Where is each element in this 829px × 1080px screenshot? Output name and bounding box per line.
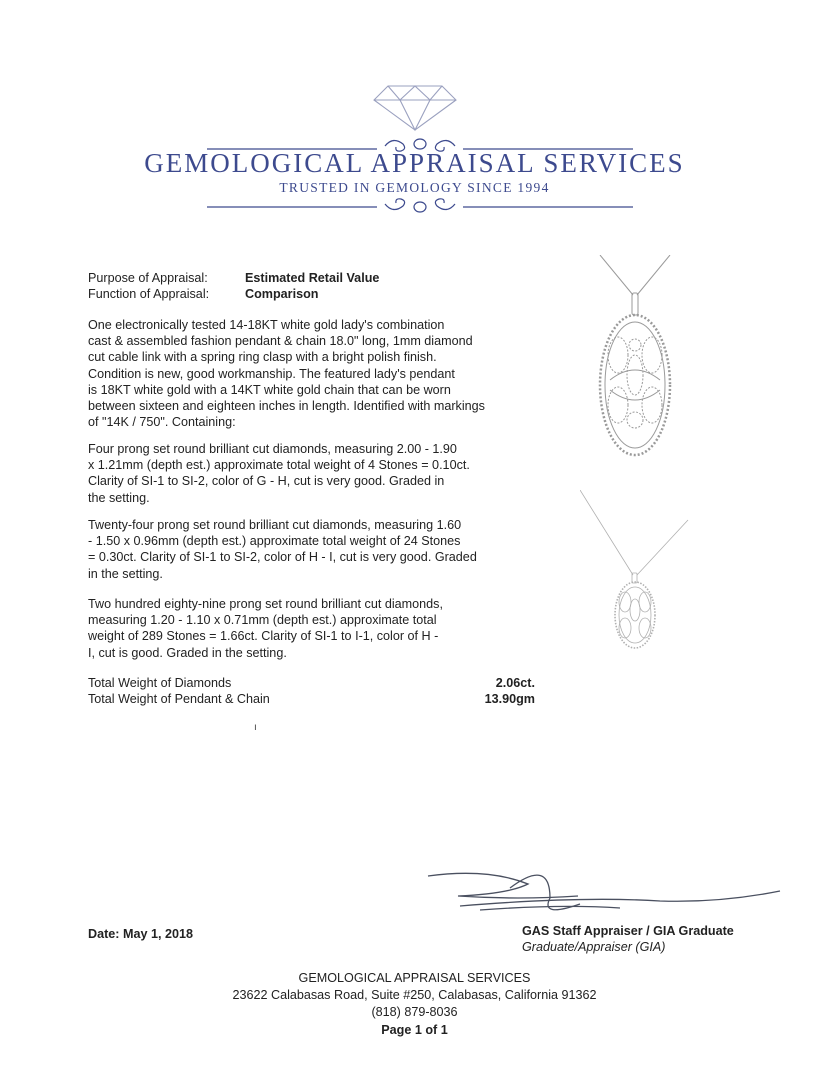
description-line: cut cable link with a spring ring clasp with a bright polish finish. — [88, 350, 437, 365]
total-weight-label: Total Weight of Pendant & Chain — [88, 692, 270, 706]
stone-group-1 — [88, 441, 528, 506]
company-name: GEMOLOGICAL APPRAISAL SERVICES — [144, 148, 685, 178]
description-line: cast & assembled fashion pendant & chain 18.0" long, 1mm diamond — [88, 334, 473, 349]
stone-line: Clarity of SI-1 to SI-2, color of G - H, cut is very good. Graded in — [88, 474, 445, 489]
total-diamonds-value: 2.06ct. — [495, 676, 535, 690]
stone-line: measuring 1.20 - 1.10 x 0.71mm (depth est.) approximate total — [88, 613, 437, 628]
stone-line: in the setting. — [88, 566, 163, 581]
stone-line: weight of 289 Stones = 1.66ct. Clarity of SI-1 to I-1, color of H - — [88, 629, 439, 644]
purpose-value: Estimated Retail Value — [245, 271, 380, 285]
description-line: is 18KT white gold with a 14KT white gold chain that can be worn — [88, 382, 451, 397]
page-number: Page 1 of 1 — [381, 1023, 448, 1037]
appraiser-subtitle: Graduate/Appraiser (GIA) — [522, 940, 666, 954]
stone-line: I, cut is good. Graded in the setting. — [88, 645, 287, 660]
stone-line: Two hundred eighty-nine prong set round brilliant cut diamonds, — [88, 597, 443, 611]
footer-phone: (818) 879-8036 — [371, 1005, 458, 1019]
description-line: of "14K / 750". Containing: — [88, 415, 236, 430]
appraisal-date: Date: May 1, 2018 — [88, 927, 194, 941]
stone-line: Twenty-four prong set round brilliant cut diamonds, measuring 1.60 — [88, 518, 462, 532]
pendant-image-large — [590, 255, 680, 470]
description-line: between sixteen and eighteen inches in length. Identified with markings — [88, 399, 485, 414]
description-line: One electronically tested 14-18KT white gold lady's combination — [88, 318, 445, 332]
total-diamonds-label: Total Weight of Diamonds — [88, 676, 232, 690]
stone-group-2 — [88, 517, 528, 582]
stone-line: - 1.50 x 0.96mm (depth est.) approximate total weight of 24 Stones — [88, 534, 461, 549]
stone-line: Four prong set round brilliant cut diamonds, measuring 2.00 - 1.90 — [88, 442, 457, 456]
stone-line: x 1.21mm (depth est.) approximate total weight of 4 Stones = 0.10ct. — [88, 458, 470, 473]
company-tagline: TRUSTED IN GEMOLOGY SINCE 1994 — [279, 180, 550, 195]
footer-address: 23622 Calabasas Road, Suite #250, Calabasas, California 91362 — [232, 988, 597, 1002]
description-line: Condition is new, good workmanship. The featured lady's pendant — [88, 366, 455, 381]
stone-group-3 — [88, 596, 528, 661]
stone-line: = 0.30ct. Clarity of SI-1 to SI-2, color of H - I, cut is very good. Graded — [88, 550, 477, 565]
logo-ornament-bottom — [207, 198, 633, 216]
stray-mark: ı — [254, 722, 257, 733]
signature-image — [420, 866, 790, 926]
pendant-image-small — [580, 490, 690, 660]
function-value: Comparison — [245, 287, 319, 301]
appraiser-title: GAS Staff Appraiser / GIA Graduate — [522, 924, 734, 938]
footer-company: GEMOLOGICAL APPRAISAL SERVICES — [298, 971, 531, 985]
total-weight-value: 13.90gm — [484, 692, 535, 706]
diamond-icon — [370, 82, 460, 132]
description — [88, 317, 528, 430]
stone-line: the setting. — [88, 490, 150, 505]
purpose-label: Purpose of Appraisal: — [88, 271, 208, 285]
function-label: Function of Appraisal: — [88, 287, 210, 301]
